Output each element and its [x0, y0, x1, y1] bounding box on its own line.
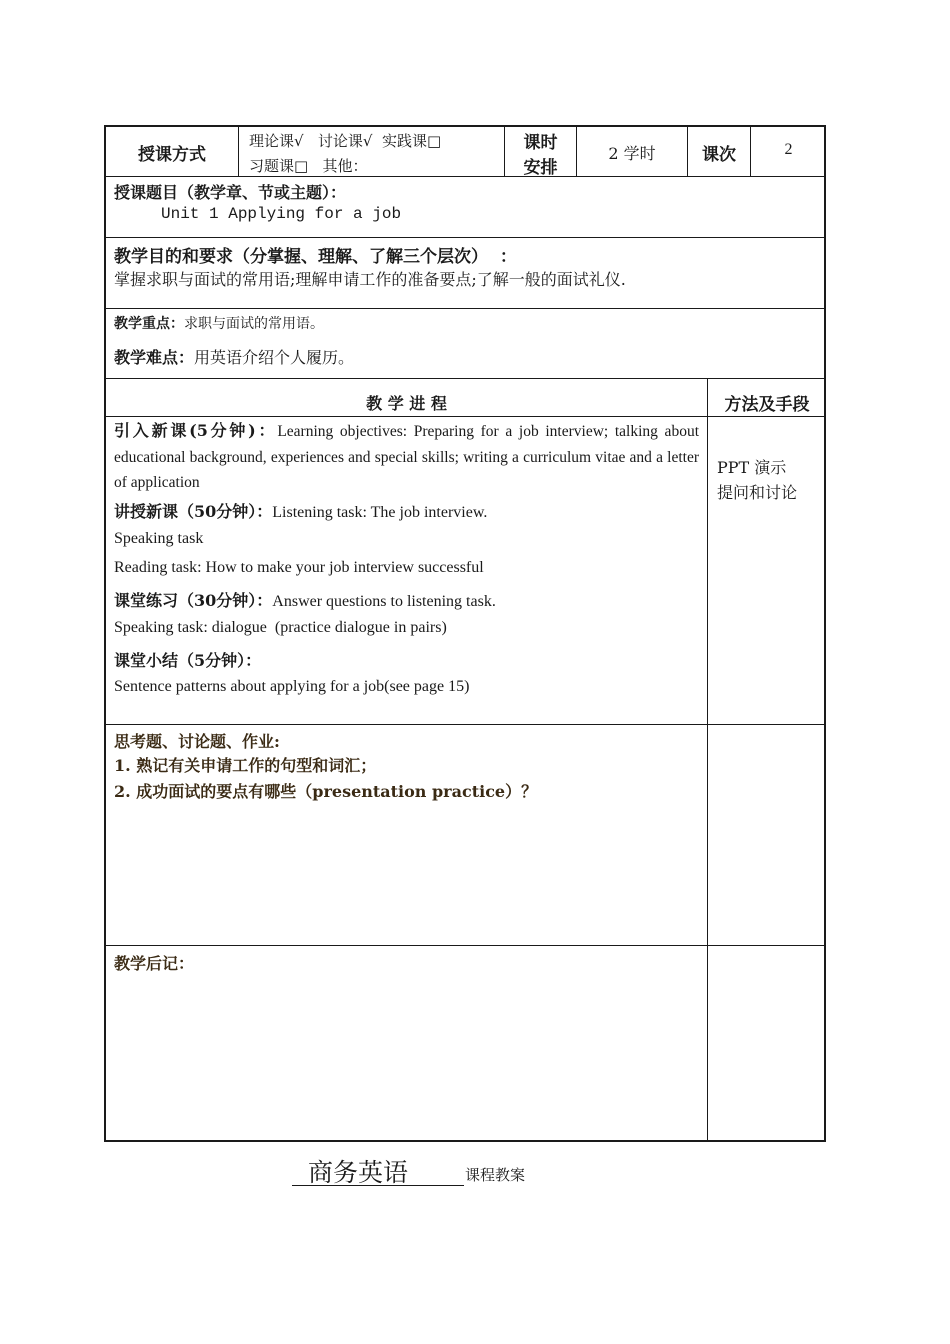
homework-item-1: 1. 熟记有关申请工作的句型和词汇； [114, 756, 377, 775]
hours-label-bottom: 安排 [523, 158, 558, 178]
lecture-line-speaking: Speaking task [114, 530, 204, 547]
lecture-line-reading: Reading task: How to make your job interview successful [114, 559, 484, 576]
lecture-label: 讲授新课（50分钟）： [114, 502, 273, 521]
method-discussion: 提问和讨论 [717, 483, 798, 502]
objectives-label: 教学目的和要求（分掌握、理解、了解三个层次） ： [114, 247, 517, 267]
lecture-section [114, 499, 487, 522]
homework-item-2: 2. 成功面试的要点有哪些（presentation practice）？ [114, 782, 538, 801]
course-type-options: 理论课√ 讨论课√ 实践课□ [249, 132, 442, 150]
difficulties-value: 用英语介绍个人履历。 [194, 348, 355, 367]
row-divider-topic [104, 237, 826, 238]
topic-value: Unit 1 Applying for a job [161, 205, 402, 223]
intro-section [114, 419, 699, 496]
course-name-field [292, 1153, 464, 1186]
col-divider-methods [707, 378, 708, 1141]
lecture-text: Listening task: The job interview. [272, 504, 488, 521]
practice-label: 课堂练习（30分钟）： [114, 591, 273, 610]
row-divider-homework [104, 945, 826, 946]
row-divider-process-header [104, 416, 826, 417]
row-divider-process [104, 724, 826, 725]
hours-value: 2 学时 [608, 144, 656, 163]
practice-line-dialogue: Speaking task: dialogue (practice dialogue in pairs) [114, 619, 447, 636]
doc-type-label: 课程教案 [465, 1166, 526, 1184]
methods-header: 方法及手段 [724, 395, 810, 415]
course-name: 商务英语 [308, 1158, 409, 1187]
key-points-label: 教学重点： [114, 316, 184, 332]
summary-text: Sentence patterns about applying for a job(see page 15) [114, 678, 470, 695]
summary-label: 课堂小结（5分钟）： [114, 651, 262, 670]
row-divider-keypoints [104, 378, 826, 379]
row-divider-objectives [104, 308, 826, 309]
objectives-value: 掌握求职与面试的常用语;理解申请工作的准备要点;了解一般的面试礼仪. [114, 270, 626, 289]
difficulties [114, 345, 354, 368]
teaching-method-label: 授课方式 [138, 145, 206, 165]
row-divider-header [104, 176, 826, 177]
method-ppt: PPT 演示 [717, 458, 787, 477]
key-points [114, 313, 324, 333]
topic-label: 授课题目（教学章、节或主题）： [114, 183, 347, 202]
course-type-other: 习题课□ 其他： [249, 157, 368, 175]
col-divider-1 [238, 126, 239, 176]
session-value: 2 [784, 141, 793, 158]
hours-label-top: 课时 [523, 133, 558, 153]
intro-text: Learning objectives: Preparing for a job interview; talking about educational background, experiences and special skills; writing a curriculum vitae and a letter of application [114, 423, 699, 491]
reflection-label: 教学后记： [114, 954, 195, 973]
process-header: 教 学 进 程 [366, 394, 447, 413]
difficulties-label: 教学难点： [114, 348, 195, 367]
practice-section [114, 588, 496, 611]
homework-label: 思考题、讨论题、作业: [114, 732, 280, 751]
practice-text: Answer questions to listening task. [272, 593, 496, 610]
session-label: 课次 [702, 145, 736, 165]
intro-label: 引入新课(5分钟)： [114, 421, 278, 440]
key-points-value: 求职与面试的常用语。 [184, 316, 324, 332]
